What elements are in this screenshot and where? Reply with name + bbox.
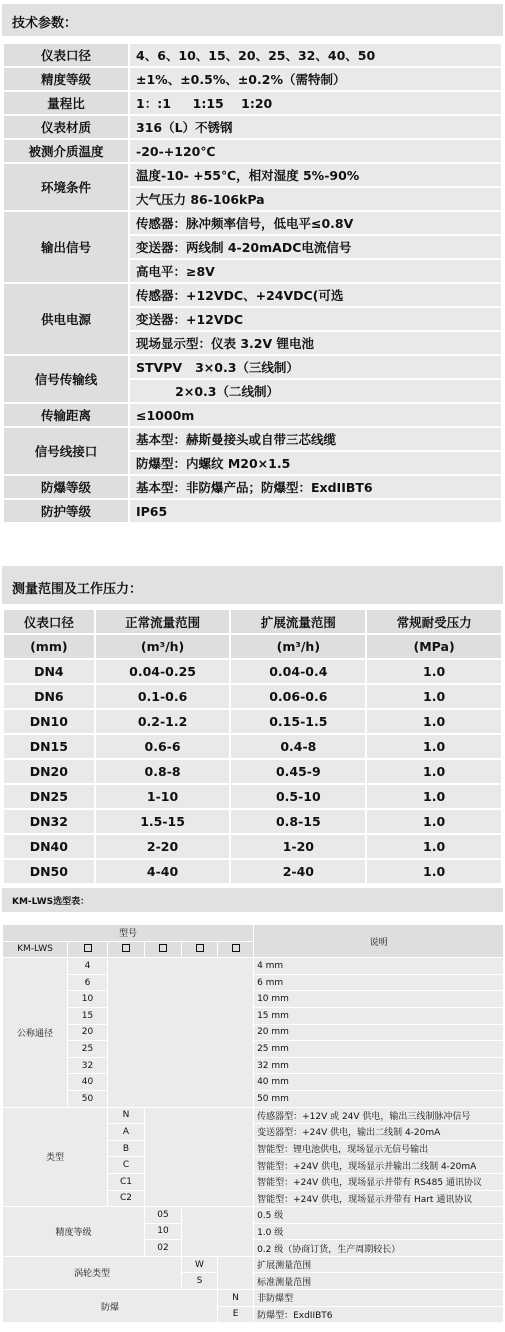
option-description: 智能型：+24V 供电，现场显示并输出二线制 4-20mA (254, 1157, 504, 1174)
range-row (3, 734, 502, 759)
option-description: 50 mm (254, 1090, 504, 1107)
selection-section-title: KM-LWS选型表： (12, 897, 90, 907)
placeholder-box (68, 941, 108, 958)
range-cell: 1-10 (95, 784, 231, 809)
spec-label: 防爆等级 (3, 475, 129, 499)
box-icon (159, 944, 167, 952)
option-description: 0.5 级 (254, 1207, 504, 1224)
placeholder-box (218, 941, 254, 958)
option-code: S (182, 1273, 218, 1290)
box-icon (196, 944, 204, 952)
description-header: 说明 (254, 925, 504, 958)
option-description: 传感器型：+12V 或 24V 供电，输出三线制脉冲信号 (254, 1107, 504, 1124)
range-header-cell: 扩展流量范围 (230, 609, 366, 634)
range-header-cell: 仪表口径 (3, 609, 95, 634)
range-header-cell: (mm) (3, 634, 95, 659)
option-description: 20 mm (254, 1024, 504, 1041)
box-icon (84, 944, 92, 952)
placeholder-box (108, 941, 145, 958)
spec-title-band (2, 4, 503, 36)
option-code: 50 (68, 1090, 108, 1107)
range-cell: DN32 (3, 809, 95, 834)
spec-value: 变送器：两线制 4-20mADC电流信号 (129, 235, 502, 259)
option-code: 4 (68, 958, 108, 975)
range-row (3, 784, 502, 809)
spec-label: 环境条件 (3, 163, 129, 211)
option-description: 1.0 级 (254, 1223, 504, 1240)
spec-section-title: 技术参数： (12, 16, 78, 31)
range-cell: 0.4-8 (230, 734, 366, 759)
option-description: 智能型：+24V 供电，现场显示并带有 RS485 通讯协议 (254, 1173, 504, 1190)
spec-label: 精度等级 (3, 67, 129, 91)
option-code: W (182, 1256, 218, 1273)
range-cell: 1.0 (366, 659, 502, 684)
spec-value: STVPV 3×0.3（三线制） (129, 355, 502, 379)
spec-label: 供电电源 (3, 283, 129, 355)
selection-row (3, 1074, 504, 1091)
range-cell: 0.15-1.5 (230, 709, 366, 734)
range-table (2, 608, 503, 885)
range-cell: 0.8-15 (230, 809, 366, 834)
range-cell: DN25 (3, 784, 95, 809)
selection-row (3, 1024, 504, 1041)
range-cell: 0.04-0.25 (95, 659, 231, 684)
spec-label: 输出信号 (3, 211, 129, 283)
range-row (3, 834, 502, 859)
option-description: 标准测量范围 (254, 1273, 504, 1290)
option-code: 25 (68, 1041, 108, 1058)
option-code: 32 (68, 1057, 108, 1074)
option-code: 05 (145, 1207, 182, 1224)
option-code: 15 (68, 1007, 108, 1024)
spec-value: 防爆型：内螺纹 M20×1.5 (129, 451, 502, 475)
range-header-cell: (m³/h) (230, 634, 366, 659)
spec-value: ≤1000m (129, 403, 502, 427)
range-cell: DN40 (3, 834, 95, 859)
selection-row (3, 1207, 504, 1224)
group-name: 公称通径 (3, 958, 68, 1107)
spec-value: IP65 (129, 499, 502, 523)
range-cell: DN50 (3, 859, 95, 884)
spec-label: 防护等级 (3, 499, 129, 523)
range-cell: DN15 (3, 734, 95, 759)
spec-row (3, 163, 502, 187)
range-cell: 0.45-9 (230, 759, 366, 784)
range-row (3, 709, 502, 734)
range-cell: 0.04-0.4 (230, 659, 366, 684)
selection-row (3, 1041, 504, 1058)
option-code: B (108, 1140, 145, 1157)
spec-row (3, 91, 502, 115)
option-description: 15 mm (254, 1007, 504, 1024)
range-cell: DN6 (3, 684, 95, 709)
option-description: 智能型：锂电池供电，现场显示无信号输出 (254, 1140, 504, 1157)
model-code: KM-LWS (3, 941, 68, 958)
selection-row (3, 974, 504, 991)
option-description: 防爆型：ExdIIBT6 (254, 1306, 504, 1323)
range-cell: DN20 (3, 759, 95, 784)
placeholder-box (145, 941, 182, 958)
box-icon (232, 944, 240, 952)
option-description: 扩展测量范围 (254, 1256, 504, 1273)
placeholder-box (182, 941, 218, 958)
range-cell: 0.6-6 (95, 734, 231, 759)
range-cell: 0.2-1.2 (95, 709, 231, 734)
selection-row (3, 991, 504, 1008)
group-name: 精度等级 (3, 1207, 145, 1257)
option-code: N (218, 1290, 254, 1307)
selection-row (3, 1107, 504, 1124)
spec-value: 1：:1 1:15 1:20 (129, 91, 502, 115)
spec-label: 信号线接口 (3, 427, 129, 475)
selection-table (2, 924, 504, 1323)
range-header-cell: 常规耐受压力 (366, 609, 502, 634)
spec-value: 大气压力 86-106kPa (129, 187, 502, 211)
range-cell: 1.0 (366, 859, 502, 884)
option-description: 6 mm (254, 974, 504, 991)
spec-value: 变送器：+12VDC (129, 307, 502, 331)
selection-row (3, 1090, 504, 1107)
option-code: C2 (108, 1190, 145, 1207)
selection-title-band (2, 888, 503, 912)
spec-value: 高电平：≥8V (129, 259, 502, 283)
spec-row (3, 427, 502, 451)
spec-value: 4、6、10、15、20、25、32、40、50 (129, 43, 502, 67)
spec-label: 仪表材质 (3, 115, 129, 139)
option-code: 20 (68, 1024, 108, 1041)
range-row (3, 684, 502, 709)
range-cell: 0.8-8 (95, 759, 231, 784)
selection-row (3, 1256, 504, 1273)
option-code: C (108, 1157, 145, 1174)
range-cell: 0.5-10 (230, 784, 366, 809)
range-cell: 1.0 (366, 684, 502, 709)
range-cell: 0.06-0.6 (230, 684, 366, 709)
range-header-row (3, 634, 502, 659)
box-icon (122, 944, 130, 952)
range-cell: 1.0 (366, 784, 502, 809)
selection-row (3, 1057, 504, 1074)
option-description: 40 mm (254, 1074, 504, 1091)
range-cell: 1.0 (366, 759, 502, 784)
option-description: 32 mm (254, 1057, 504, 1074)
option-code: 6 (68, 974, 108, 991)
option-description: 0.2 级（协商订货，生产周期较长） (254, 1240, 504, 1257)
range-cell: 1.0 (366, 834, 502, 859)
range-cell: 0.1-0.6 (95, 684, 231, 709)
spec-row (3, 403, 502, 427)
spec-label: 量程比 (3, 91, 129, 115)
model-header: 型号 (3, 925, 254, 942)
range-row (3, 659, 502, 684)
spec-value: 温度-10- +55℃，相对湿度 5%-90% (129, 163, 502, 187)
empty-cell (182, 1207, 254, 1257)
selection-row (3, 1290, 504, 1307)
range-title-band (2, 566, 503, 604)
range-section-title: 测量范围及工作压力： (12, 582, 143, 597)
spec-value: 2×0.3（二线制） (129, 379, 502, 403)
range-cell: 2-20 (95, 834, 231, 859)
spec-row (3, 115, 502, 139)
range-cell: 1-20 (230, 834, 366, 859)
group-name: 涡轮类型 (3, 1256, 182, 1289)
empty-cell (218, 1256, 254, 1289)
spec-label: 仪表口径 (3, 43, 129, 67)
range-row (3, 859, 502, 884)
spec-row (3, 211, 502, 235)
range-cell: 1.0 (366, 734, 502, 759)
spec-row (3, 283, 502, 307)
spec-value: 传感器：脉冲频率信号，低电平≤0.8V (129, 211, 502, 235)
option-code: N (108, 1107, 145, 1124)
empty-cell (108, 958, 254, 1107)
range-header-cell: (m³/h) (95, 634, 231, 659)
range-row (3, 759, 502, 784)
spec-label: 被测介质温度 (3, 139, 129, 163)
option-description: 4 mm (254, 958, 504, 975)
range-row (3, 809, 502, 834)
option-code: E (218, 1306, 254, 1323)
group-name: 类型 (3, 1107, 108, 1207)
spec-row (3, 67, 502, 91)
selection-row (3, 958, 504, 975)
spec-row (3, 43, 502, 67)
range-header-cell: 正常流量范围 (95, 609, 231, 634)
range-cell: 1.0 (366, 809, 502, 834)
range-cell: 2-40 (230, 859, 366, 884)
spec-label: 传输距离 (3, 403, 129, 427)
range-cell: DN4 (3, 659, 95, 684)
selection-row (3, 1007, 504, 1024)
option-code: 40 (68, 1074, 108, 1091)
range-cell: DN10 (3, 709, 95, 734)
option-description: 变送器型：+24V 供电，输出二线制 4-20mA (254, 1124, 504, 1141)
range-header-cell: (MPa) (366, 634, 502, 659)
option-code: C1 (108, 1173, 145, 1190)
spec-value: 传感器：+12VDC、+24VDC(可选 (129, 283, 502, 307)
range-cell: 1.5-15 (95, 809, 231, 834)
spec-label: 信号传输线 (3, 355, 129, 403)
spec-row (3, 499, 502, 523)
spec-value: ±1%、±0.5%、±0.2%（需特制） (129, 67, 502, 91)
spec-value: 基本型：赫斯曼接头或自带三芯线缆 (129, 427, 502, 451)
option-code: 02 (145, 1240, 182, 1257)
range-cell: 1.0 (366, 709, 502, 734)
range-cell: 4-40 (95, 859, 231, 884)
spec-table (2, 42, 503, 524)
option-description: 非防爆型 (254, 1290, 504, 1307)
spec-value: 现场显示型：仪表 3.2V 锂电池 (129, 331, 502, 355)
spec-value: 基本型：非防爆产品；防爆型：ExdIIBT6 (129, 475, 502, 499)
option-description: 25 mm (254, 1041, 504, 1058)
option-code: 10 (68, 991, 108, 1008)
option-description: 10 mm (254, 991, 504, 1008)
empty-cell (145, 1107, 254, 1207)
spec-row (3, 139, 502, 163)
option-description: 智能型：+24V 供电，现场显示并带有 Hart 通讯协议 (254, 1190, 504, 1207)
range-header-row (3, 609, 502, 634)
spec-row (3, 355, 502, 379)
spec-value: -20-+120℃ (129, 139, 502, 163)
option-code: A (108, 1124, 145, 1141)
spec-row (3, 475, 502, 499)
selection-header-row (3, 925, 504, 942)
group-name: 防爆 (3, 1290, 218, 1323)
option-code: 10 (145, 1223, 182, 1240)
spec-value: 316（L）不锈钢 (129, 115, 502, 139)
